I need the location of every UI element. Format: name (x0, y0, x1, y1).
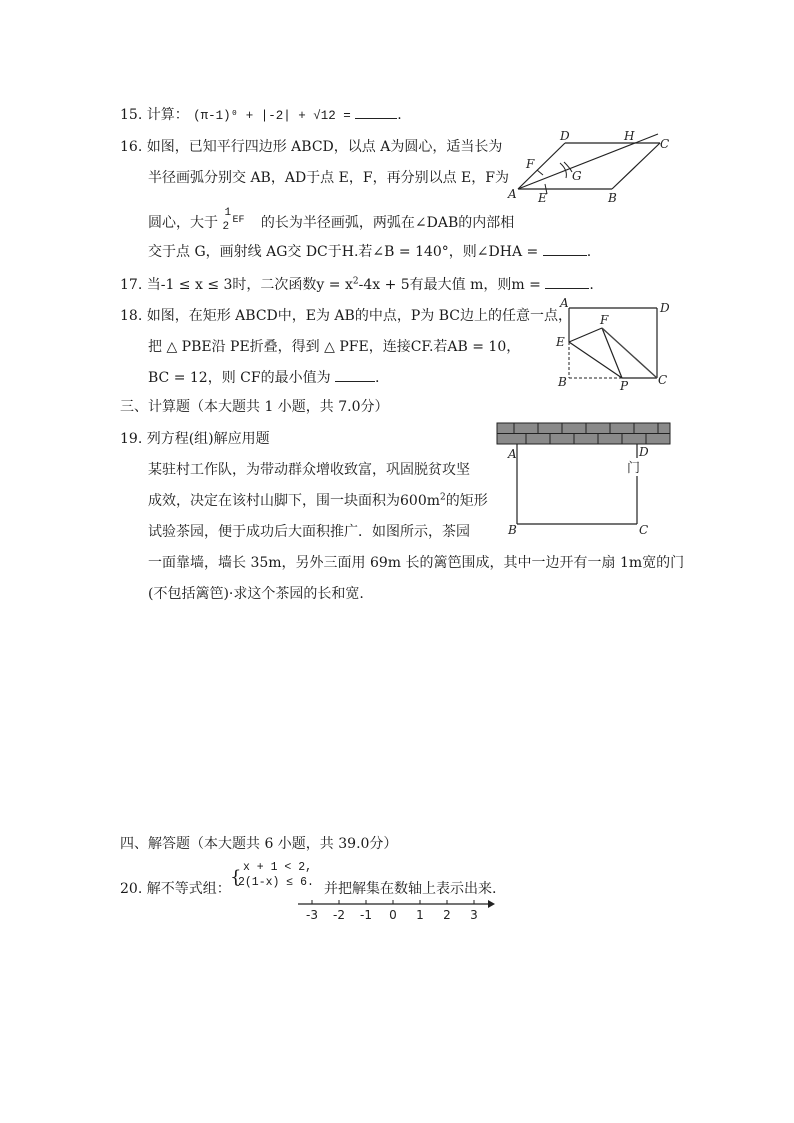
q19-text-3: 试验茶园，便于成功后大面积推广．如图所示，茶园 (148, 524, 470, 540)
inequality-1: x + 1 < 2, (243, 861, 313, 874)
side-bc (612, 143, 660, 189)
label-h: H (624, 129, 635, 143)
system-brace: { (230, 867, 242, 888)
q17-text-b: -4x + 5有最大值 m，则m = (358, 277, 541, 293)
q19-line2 (148, 490, 488, 510)
question-number: 19. (120, 431, 143, 447)
section-4-heading: 四、解答题（本大题共 6 小题，共 39.0分） (120, 836, 398, 852)
label-a: A (508, 187, 517, 201)
label-e: E (538, 191, 547, 205)
label-b: B (608, 191, 617, 205)
answer-blank (545, 275, 589, 289)
q19-text-2b: 的矩形 (445, 493, 488, 509)
q17-text-a: 当-1 ≤ x ≤ 3时，二次函数y = x (146, 277, 353, 293)
label-d: D (660, 301, 670, 315)
q20-tail: 并把解集在数轴上表示出来. (324, 881, 497, 897)
q15-expression: (π-1)⁰ + |-2| + √12 = (193, 109, 351, 123)
q18-text-2: 把 △ PBE沿 PE折叠，得到 △ PFE，连接CF.若AB = 10， (148, 339, 521, 355)
q17-line (120, 274, 594, 294)
q19-line0 (120, 428, 270, 448)
label-c: C (658, 373, 668, 387)
label-p: P (620, 379, 629, 392)
q16-text-3b: 的长为半径画弧，两弧在∠DAB的内部相 (260, 215, 515, 231)
rectangle-fold-figure (552, 296, 682, 392)
q15-label: 计算： (146, 107, 189, 123)
tick-label: -3 (306, 908, 318, 922)
tea-garden-figure (494, 420, 674, 540)
q16-line3 (148, 207, 515, 233)
label-f: F (526, 157, 535, 171)
tick-label: 2 (443, 908, 451, 922)
label-e: E (556, 335, 565, 349)
parallelogram-figure (500, 126, 680, 206)
tick-label: -2 (333, 908, 345, 922)
label-d: D (639, 445, 649, 459)
q19-text-5: (不包括篱笆)·求这个茶园的长和宽. (148, 586, 364, 602)
q17-tail: . (589, 277, 594, 293)
answer-blank (543, 242, 587, 256)
question-number: 15. (120, 107, 143, 123)
q18-line3 (148, 367, 380, 387)
label-f: F (600, 313, 609, 327)
question-number: 17. (120, 277, 143, 293)
tick-label: -1 (360, 908, 372, 922)
question-number: 16. (120, 139, 143, 155)
label-c: C (660, 137, 670, 151)
axis-arrow (488, 900, 495, 908)
q18-line1 (120, 305, 572, 325)
q16-text-1: 如图，已知平行四边形 ABCD，以点 A为圆心，适当长为 (146, 139, 503, 155)
answer-blank (355, 105, 397, 119)
section-3-heading: 三、计算题（本大题共 1 小题，共 7.0分） (120, 399, 389, 415)
inequality-2: 2(1-x) ≤ 6. (238, 876, 314, 889)
q19-title: 列方程(组)解应用题 (146, 431, 270, 447)
answer-blank (335, 368, 375, 382)
segment-ep (569, 342, 622, 378)
fraction-numerator: 1 (224, 207, 232, 219)
tick-label: 0 (389, 908, 397, 922)
q15-tail: . (397, 107, 402, 123)
question-number: 20. (120, 881, 143, 897)
q19-text-2a: 成效，决定在该村山脚下，围一块面积为600m (148, 493, 440, 509)
q20-label: 解不等式组： (146, 881, 231, 897)
label-b: B (558, 375, 567, 389)
arc-f (537, 170, 543, 175)
tick-label: 3 (470, 908, 478, 922)
q17-superscript: 2 (352, 276, 359, 287)
q15-line (120, 104, 402, 124)
label-a: A (508, 447, 517, 461)
q19-text-4: 一面靠墙，墙长 35m，另外三面用 69m 长的篱笆围成，其中一边开有一扇 1m宽的门 (148, 555, 685, 571)
label-d: D (560, 129, 570, 143)
label-g: G (572, 169, 582, 183)
fraction-denominator: 2 (222, 221, 230, 233)
q19-superscript: 2 (440, 492, 446, 503)
q16-text-2: 半径画弧分别交 AB，AD于点 E，F，再分别以点 E，F为 (148, 170, 509, 186)
q16-text-3a: 圆心，大于 (148, 215, 218, 231)
q16-tail: . (586, 244, 592, 260)
label-c: C (639, 523, 649, 537)
tick-label: 1 (416, 908, 424, 922)
label-a: A (560, 296, 569, 310)
fraction-variable: EF (232, 215, 245, 226)
q20-line (120, 878, 231, 898)
q18-text-1: 如图，在矩形 ABCD中，E为 AB的中点，P为 BC边上的任意一点， (146, 308, 572, 324)
q16-text-4: 交于点 G，画射线 AG交 DC于H.若∠B = 140°，则∠DHA = (148, 244, 539, 260)
label-b: B (508, 523, 517, 537)
q18-tail: . (375, 370, 380, 386)
q18-text-3: BC = 12，则 CF的最小值为 (148, 370, 331, 386)
number-line (296, 898, 496, 924)
q16-line1 (120, 136, 502, 156)
q16-line4 (148, 241, 591, 261)
ray-ag (518, 134, 658, 189)
arc-g1 (560, 163, 566, 178)
door-label: 门 (627, 461, 641, 476)
question-number: 18. (120, 308, 143, 324)
tick-marks (306, 900, 478, 922)
segment-ef (569, 328, 602, 342)
q19-text-1: 某驻村工作队，为带动群众增收致富，巩固脱贫攻坚 (148, 462, 470, 478)
